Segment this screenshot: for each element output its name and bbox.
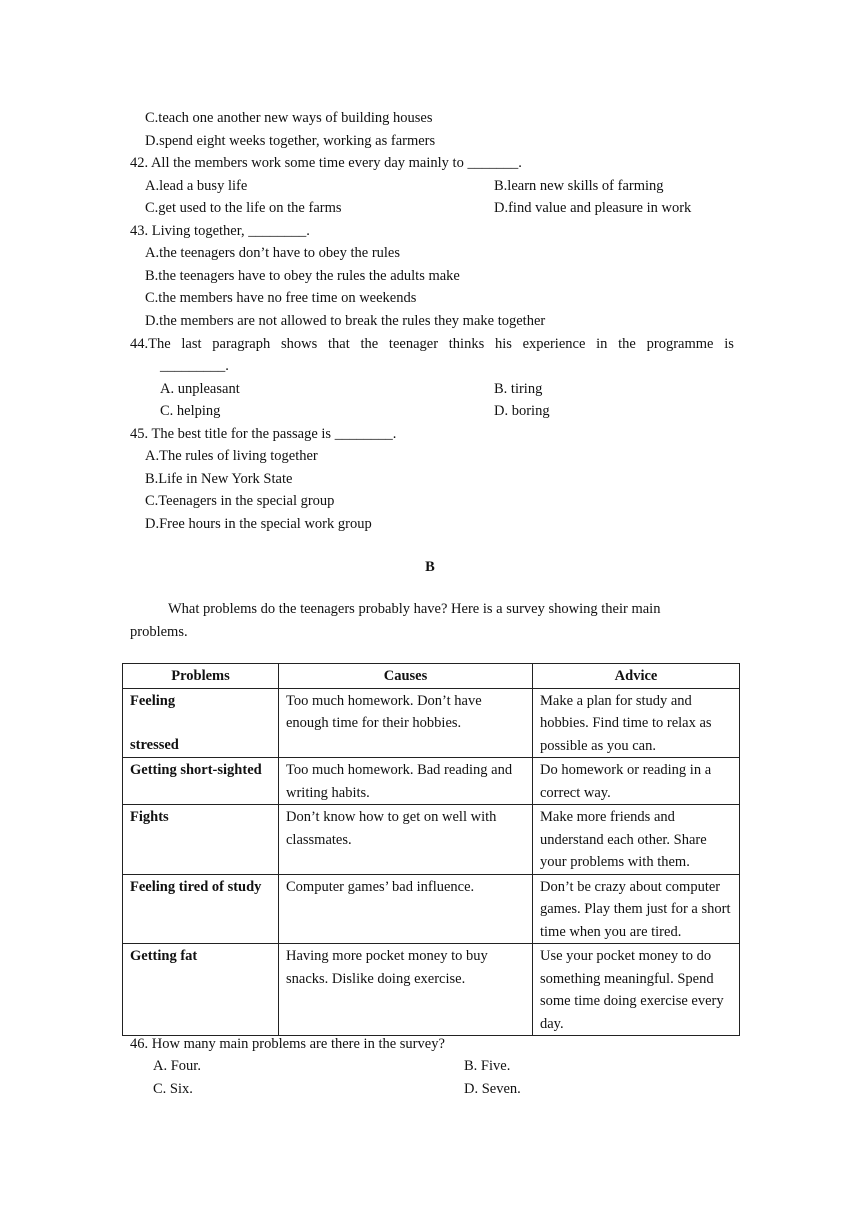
q44-word: is [724, 336, 734, 352]
q44-option-b: B. tiring [494, 381, 543, 397]
q44-word: thinks [448, 336, 485, 352]
q41-option-d: D.spend eight weeks together, working as farmers [145, 133, 436, 149]
q44-option-c: C. helping [160, 403, 221, 419]
advice-cell: Use your pocket money to do something meaningful. Spend some time doing exercise every day. [533, 944, 740, 1036]
q44-word: the [618, 336, 636, 352]
q42-option-c: C.get used to the life on the farms [145, 200, 342, 216]
q46-option-a: A. Four. [153, 1058, 201, 1074]
q44-word: the [360, 336, 379, 352]
q43-option-b: B.the teenagers have to obey the rules the adults make [145, 268, 460, 284]
cause-cell: Computer games’ bad influence. [279, 874, 533, 944]
table-row [123, 688, 740, 758]
section-b-intro: What problems do the teenagers probably have? Here is a survey showing their main problems. [130, 601, 661, 640]
table-row [123, 805, 740, 875]
q46-option-b: B. Five. [464, 1058, 511, 1074]
q43-stem: 43. Living together, ________. [130, 223, 310, 239]
q46-option-c: C. Six. [153, 1081, 193, 1097]
section-b-heading: B [425, 559, 435, 575]
q42-option-d: D.find value and pleasure in work [494, 200, 692, 216]
advice-cell: Make a plan for study and hobbies. Find time to relax as possible as you can. [533, 688, 740, 758]
problem-cell [123, 688, 279, 758]
survey-table [122, 663, 740, 1036]
cause-cell: Having more pocket money to buy snacks. Dislike doing exercise. [279, 944, 533, 1036]
q45-option-d: D.Free hours in the special work group [145, 516, 372, 532]
q43-option-d: D.the members are not allowed to break the rules they make together [145, 313, 546, 329]
q44-blank: _________. [160, 358, 229, 374]
q44-word: programme [646, 336, 714, 352]
q44-word: shows [280, 336, 318, 352]
q44-word: last [181, 336, 202, 352]
header-problems: Problems [123, 664, 279, 689]
q43-option-a: A.the teenagers don’t have to obey the rules [145, 245, 401, 261]
q42-option-a: A.lead a busy life [145, 178, 248, 194]
cause-cell: Don’t know how to get on well with classmates. [279, 805, 533, 875]
problem-cell: Fights [123, 805, 279, 875]
q44-word: that [327, 336, 350, 352]
header-causes: Causes [279, 664, 533, 689]
q44-option-d: D. boring [494, 403, 550, 419]
advice-cell: Don’t be crazy about computer games. Play them just for a short time when you are tired. [533, 874, 740, 944]
problem-cell: Feeling tired of study [123, 874, 279, 944]
header-advice: Advice [533, 664, 740, 689]
q44-word: his [494, 336, 512, 352]
q44-word: 44.The [130, 336, 171, 352]
q44-word: paragraph [212, 336, 271, 352]
q44-word: experience [522, 336, 586, 352]
q41-option-c: C.teach one another new ways of building houses [145, 110, 433, 126]
q45-option-b: B.Life in New York State [145, 471, 293, 487]
q44-word: in [596, 336, 608, 352]
q45-stem: 45. The best title for the passage is ________. [130, 426, 397, 442]
advice-cell: Do homework or reading in a correct way. [533, 758, 740, 805]
problem-cell: Getting fat [123, 944, 279, 1036]
problem-cell: Getting short-sighted [123, 758, 279, 805]
advice-cell: Make more friends and understand each other. Share your problems with them. [533, 805, 740, 875]
q46-stem: 46. How many main problems are there in the survey? [130, 1036, 445, 1052]
table-header-row [123, 664, 740, 689]
q46-option-d: D. Seven. [464, 1081, 521, 1097]
q43-option-c: C.the members have no free time on weekends [145, 290, 417, 306]
problem-text-line1: Feeling [130, 692, 176, 709]
q42-stem: 42. All the members work some time every day mainly to _______. [130, 155, 522, 171]
table-row [123, 874, 740, 944]
q44-stem [130, 334, 734, 354]
table-row [123, 944, 740, 1036]
q45-option-c: C.Teenagers in the special group [145, 493, 335, 509]
q44-option-a: A. unpleasant [160, 381, 240, 397]
cause-cell: Too much homework. Don’t have enough time for their hobbies. [279, 688, 533, 758]
q42-option-b: B.learn new skills of farming [494, 178, 664, 194]
table-row [123, 758, 740, 805]
q44-word: teenager [388, 336, 439, 352]
problem-text-line2: stressed [130, 737, 179, 753]
cause-cell: Too much homework. Bad reading and writing habits. [279, 758, 533, 805]
q45-option-a: A.The rules of living together [145, 448, 318, 464]
